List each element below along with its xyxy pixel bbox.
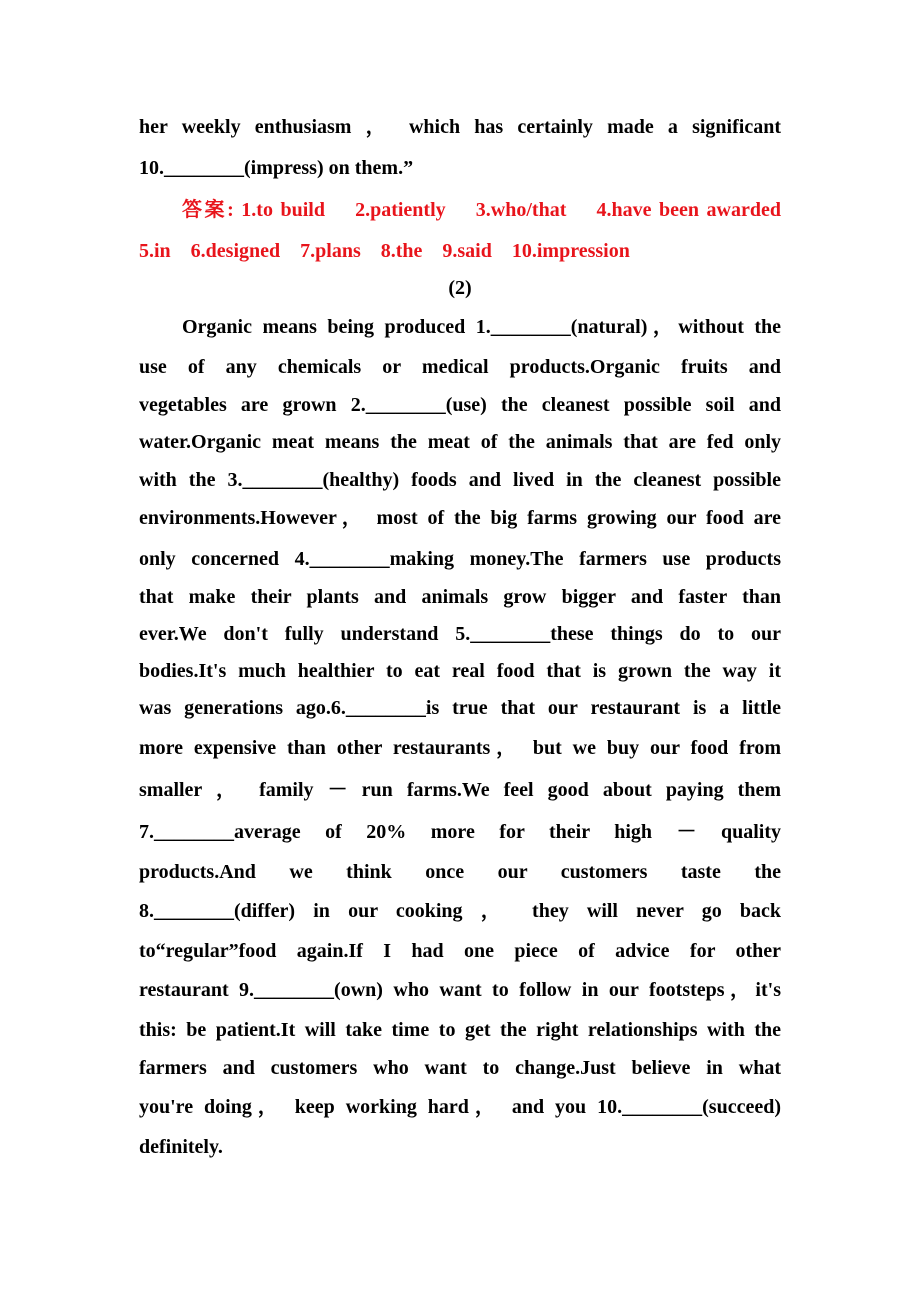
text-line: restaurant 9.________(own) who want to follow in our footsteps，it's <box>139 979 781 1001</box>
answer-line <box>182 198 781 222</box>
text-line: to“regular”food again.If I had one piece of advice for other <box>139 940 781 962</box>
text-line: 8.________(differ) in our cooking ， they will never go back <box>139 900 781 922</box>
text-line: ever.We don't fully understand 5.________these things do to our <box>139 623 781 645</box>
text-line: Organic means being produced 1.________(natural)，without the <box>182 316 781 338</box>
text-line: 7.________average of 20% more for their high － quality <box>139 821 781 843</box>
answer-line: 5.in 6.designed 7.plans 8.the 9.said 10.impression <box>139 240 630 262</box>
text-line: you're doing， keep working hard， and you 10.________(succeed) <box>139 1096 781 1118</box>
text-line: her weekly enthusiasm ， which has certainly made a significant <box>139 116 781 138</box>
text-line: products.And we think once our customers taste the <box>139 861 781 883</box>
text-line: was generations ago.6.________is true that our restaurant is a little <box>139 697 781 719</box>
text-line: only concerned 4.________making money.The farmers use products <box>139 548 781 570</box>
text-line: that make their plants and animals grow bigger and faster than <box>139 586 781 608</box>
text-line: this: be patient.It will take time to get the right relationships with the <box>139 1019 781 1041</box>
text-line: smaller ， family － run farms.We feel good about paying them <box>139 779 781 801</box>
answer-text: 1.to build 2.patiently 3.who/that 4.have been awarded <box>241 199 781 221</box>
text-line: use of any chemicals or medical products.Organic fruits and <box>139 356 781 378</box>
text-line: environments.However， most of the big farms growing our food are <box>139 507 781 529</box>
answer-label: 答案: <box>182 199 234 221</box>
text-line: vegetables are grown 2.________(use) the cleanest possible soil and <box>139 394 781 416</box>
text-line: farmers and customers who want to change.Just believe in what <box>139 1057 781 1079</box>
section-heading: (2) <box>448 277 472 299</box>
text-line: more expensive than other restaurants， but we buy our food from <box>139 737 781 759</box>
text-line: definitely. <box>139 1136 223 1158</box>
text-line: 10.________(impress) on them.” <box>139 157 414 179</box>
text-line: water.Organic meat means the meat of the animals that are fed only <box>139 431 781 453</box>
text-line: with the 3.________(healthy) foods and lived in the cleanest possible <box>139 469 781 491</box>
text-line: bodies.It's much healthier to eat real food that is grown the way it <box>139 660 781 682</box>
